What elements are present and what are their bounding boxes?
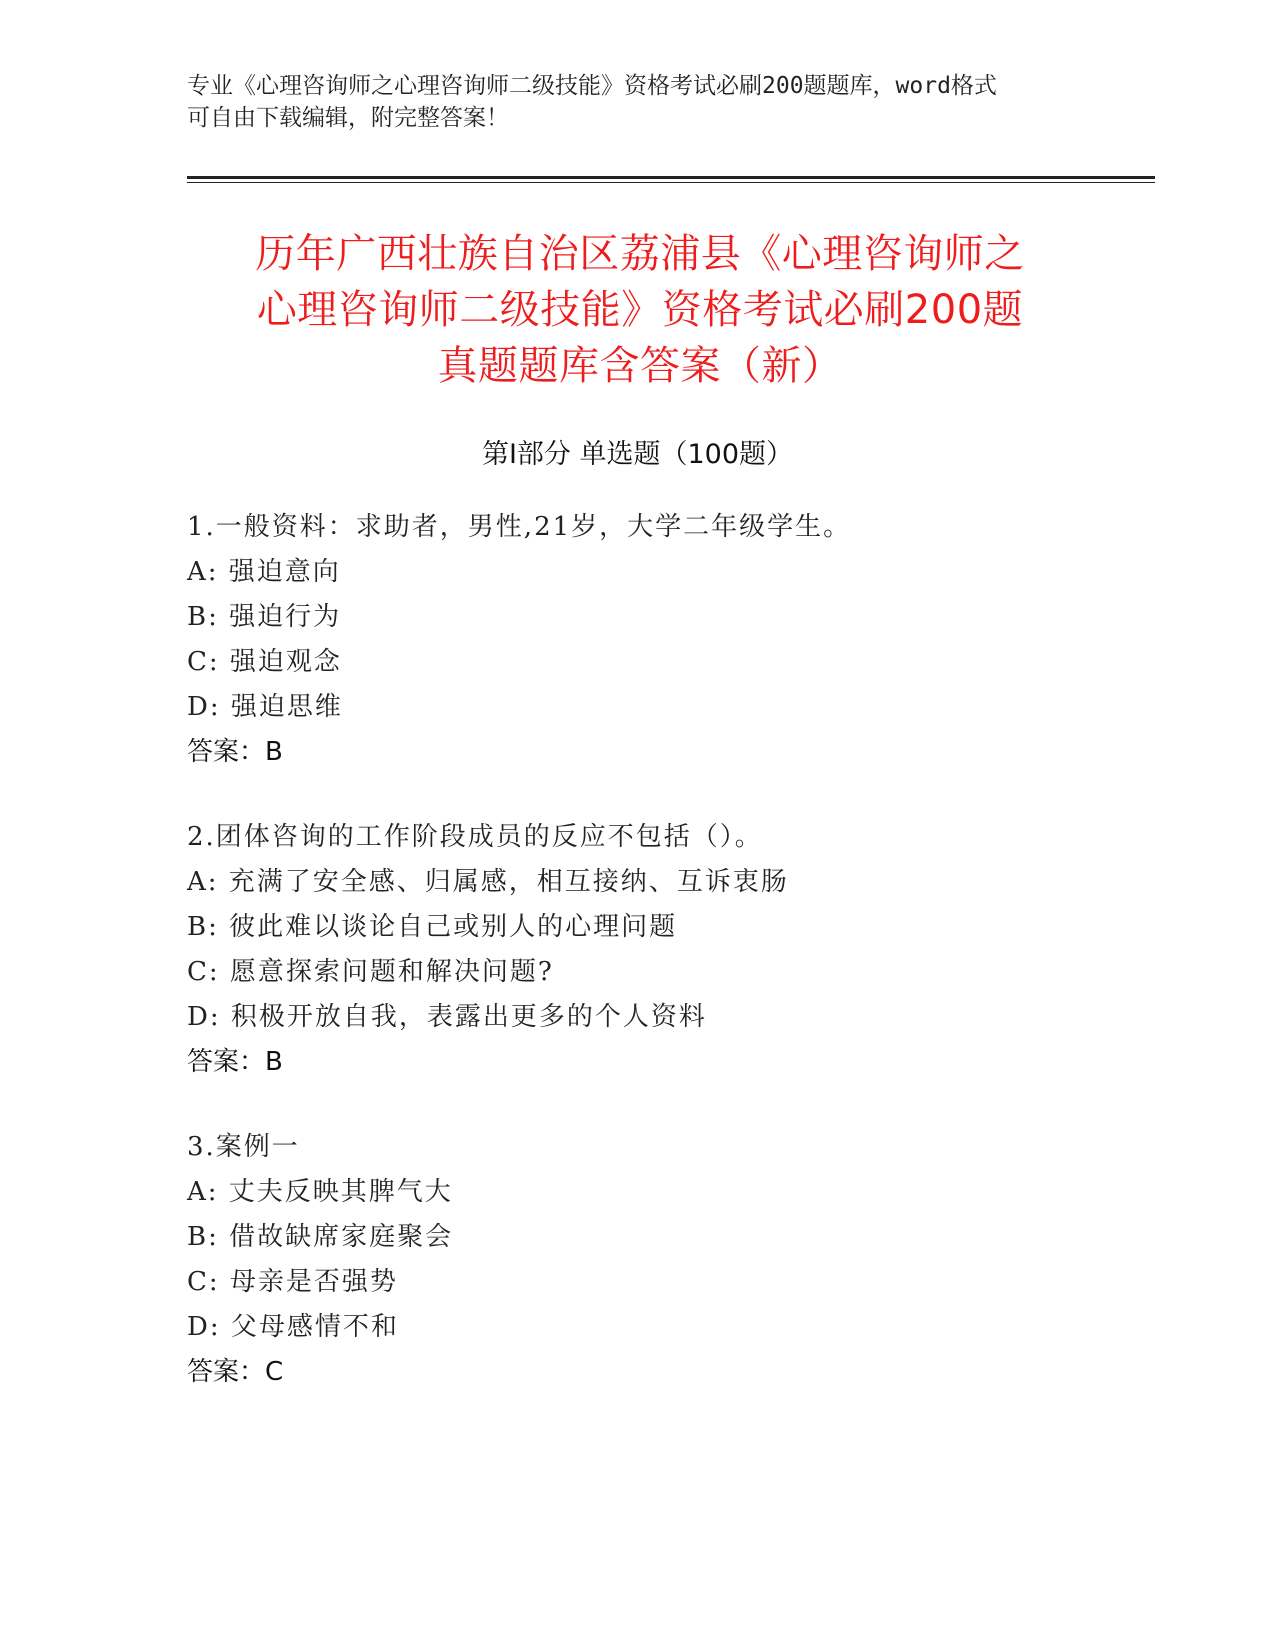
option-d: D: 积极开放自我，表露出更多的个人资料	[187, 1002, 707, 1032]
option-c: C: 母亲是否强势	[187, 1267, 398, 1297]
answer: 答案：C	[187, 1357, 284, 1387]
option-c: C: 强迫观念	[187, 647, 342, 677]
answer: 答案：B	[187, 737, 283, 767]
option-d: D: 强迫思维	[187, 692, 343, 722]
question-1	[187, 505, 1187, 775]
question-stem: 2.团体咨询的工作阶段成员的反应不包括（）。	[187, 822, 763, 852]
header-note-line-2: 可自由下载编辑，附完整答案！	[187, 105, 509, 131]
header-divider-thin	[187, 182, 1155, 183]
option-b: B: 强迫行为	[187, 602, 342, 632]
option-b: B: 彼此难以谈论自己或别人的心理问题	[187, 912, 678, 942]
option-a: A: 强迫意向	[187, 557, 341, 587]
section-heading: 第Ⅰ部分 单选题（100题）	[481, 439, 794, 470]
option-a: A: 充满了安全感、归属感，相互接纳、互诉衷肠	[187, 867, 789, 897]
header-divider-thick	[187, 176, 1155, 179]
header-note-line-1: 专业《心理咨询师之心理咨询师二级技能》资格考试必刷200题题库，word格式	[187, 73, 997, 99]
document-title	[150, 226, 1130, 394]
question-3	[187, 1125, 1187, 1395]
question-stem: 1.一般资料：求助者，男性,21岁，大学二年级学生。	[187, 512, 852, 542]
question-stem: 3.案例一	[187, 1132, 300, 1162]
option-d: D: 父母感情不和	[187, 1312, 399, 1342]
document-title-line-3: 真题题库含答案（新）	[437, 343, 843, 389]
option-c: C: 愿意探索问题和解决问题?	[187, 957, 554, 987]
option-b: B: 借故缺席家庭聚会	[187, 1222, 454, 1252]
question-2	[187, 815, 1187, 1085]
answer: 答案：B	[187, 1047, 283, 1077]
document-title-line-2: 心理咨询师二级技能》资格考试必刷200题	[256, 287, 1024, 333]
header-note	[187, 70, 1067, 134]
document-title-line-1: 历年广西壮族自治区荔浦县《心理咨询师之	[255, 231, 1025, 277]
option-a: A: 丈夫反映其脾气大	[187, 1177, 453, 1207]
